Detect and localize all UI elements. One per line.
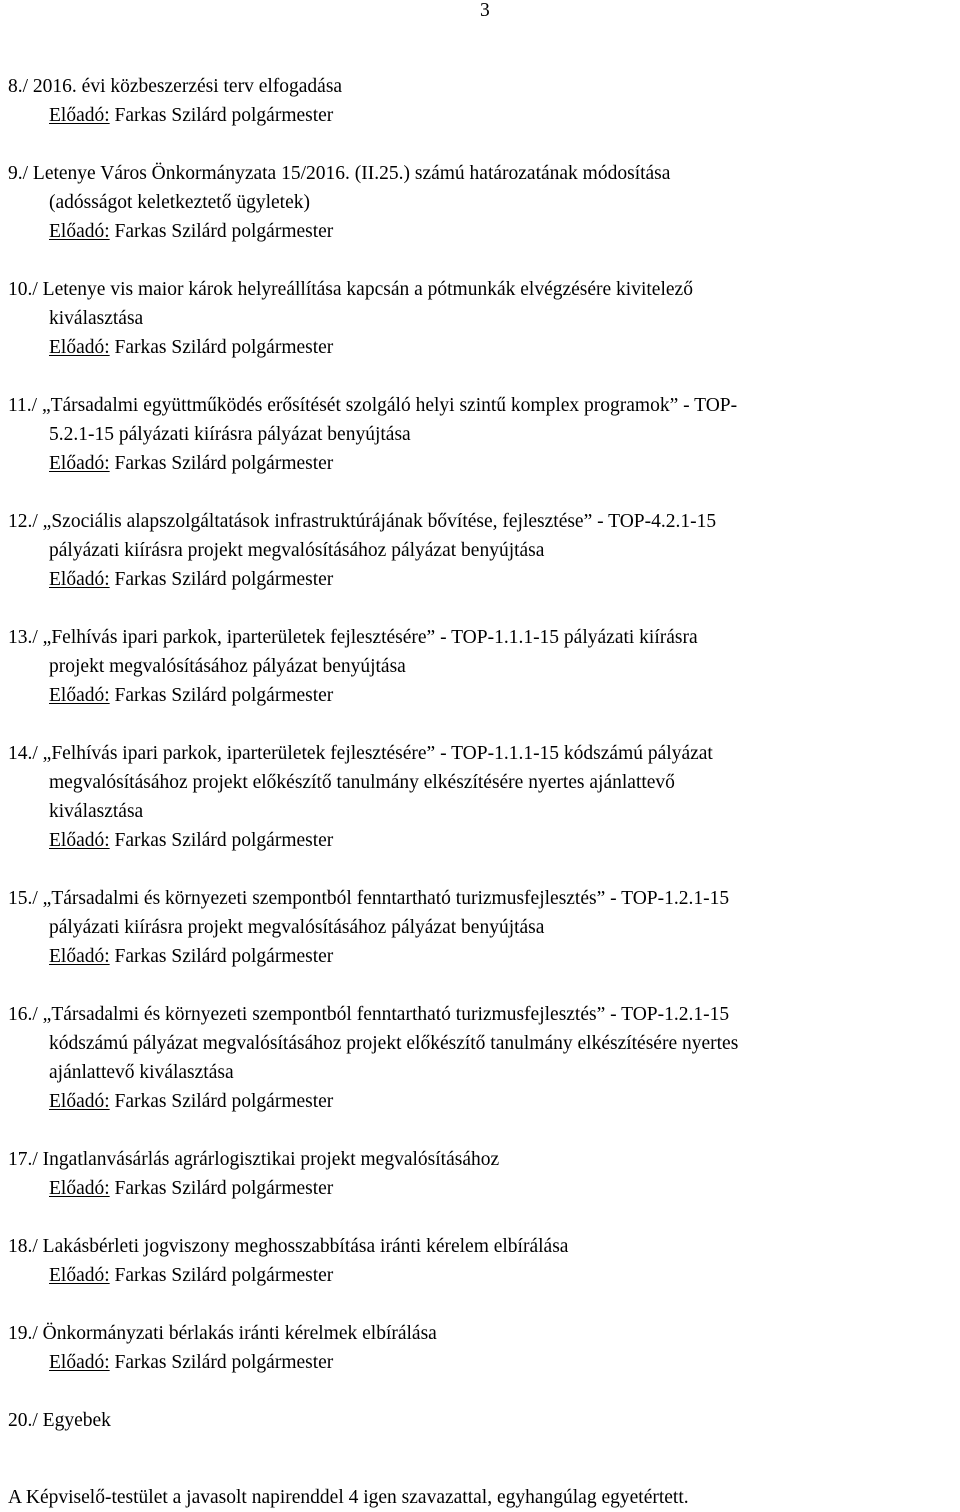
- agenda-item-title-continuation: projekt megvalósításához pályázat benyújtása: [49, 656, 406, 677]
- agenda-item-title-continuation: kódszámú pályázat megvalósításához projekt előkészítő tanulmány elkészítésére nyertes: [49, 1033, 739, 1054]
- presenter-line: [8, 1087, 953, 1116]
- presenter-label: Előadó:: [49, 337, 110, 358]
- presenter-label: Előadó:: [49, 685, 110, 706]
- agenda-item-20: [8, 1406, 953, 1435]
- agenda-item-title: „Felhívás ipari parkok, iparterületek fejlesztésére” - TOP-1.1.1-15 kódszámú pályázat: [42, 743, 713, 764]
- agenda-item-17: [8, 1145, 953, 1203]
- presenter-label: Előadó:: [49, 453, 110, 474]
- agenda-item-title: Letenye vis maior károk helyreállítása kapcsán a pótmunkák elvégzésére kivitelező: [42, 279, 693, 300]
- agenda-item-13: [8, 623, 953, 710]
- agenda-item-number: 14./: [8, 743, 38, 764]
- presenter-name: Farkas Szilárd polgármester: [114, 221, 334, 242]
- agenda-item-title: Letenye Város Önkormányzata 15/2016. (II.25.) számú határozatának módosítása: [32, 163, 671, 184]
- agenda-item-title-line: [8, 623, 953, 652]
- agenda-item-18: [8, 1232, 953, 1290]
- agenda-item-title: „Társadalmi és környezeti szempontból fenntartható turizmusfejlesztés” - TOP-1.2.1-15: [42, 1004, 730, 1025]
- agenda-item-title-continuation: (adósságot keletkeztető ügyletek): [49, 192, 310, 213]
- agenda-item-title: 2016. évi közbeszerzési terv elfogadása: [32, 76, 343, 97]
- presenter-name: Farkas Szilárd polgármester: [114, 337, 334, 358]
- presenter-line: [8, 217, 953, 246]
- resolution-statement: A Képviselő-testület a javasolt napirenddel 4 igen szavazattal, egyhangúlag egyetértett.: [8, 1487, 689, 1508]
- presenter-line: [8, 681, 953, 710]
- presenter-label: Előadó:: [49, 221, 110, 242]
- agenda-item-title-line: [8, 884, 953, 913]
- agenda-item-title-continuation: pályázati kiírásra projekt megvalósításához pályázat benyújtása: [49, 540, 545, 561]
- presenter-name: Farkas Szilárd polgármester: [114, 1091, 334, 1112]
- presenter-name: Farkas Szilárd polgármester: [114, 105, 334, 126]
- agenda-item-11: [8, 391, 953, 478]
- presenter-line: [8, 1261, 953, 1290]
- agenda-item-title-continuation: megvalósításához projekt előkészítő tanulmány elkészítésére nyertes ajánlattevő: [49, 772, 675, 793]
- agenda-item-title: „Társadalmi együttműködés erősítését szolgáló helyi szintű komplex programok” - TOP-: [41, 395, 738, 416]
- agenda-item-10: [8, 275, 953, 362]
- agenda-item-title: „Felhívás ipari parkok, iparterületek fejlesztésére” - TOP-1.1.1-15 pályázati kiírásra: [42, 627, 698, 648]
- agenda-item-number: 15./: [8, 888, 38, 909]
- agenda-item-number: 9./: [8, 163, 29, 184]
- agenda-item-title-continuation: 5.2.1-15 pályázati kiírásra pályázat benyújtása: [49, 424, 411, 445]
- presenter-label: Előadó:: [49, 1265, 110, 1286]
- agenda-item-title-continuation: pályázati kiírásra projekt megvalósításához pályázat benyújtása: [49, 917, 545, 938]
- presenter-label: Előadó:: [49, 1352, 110, 1373]
- agenda-item-number: 19./: [8, 1323, 38, 1344]
- agenda-item-title-line: [8, 275, 953, 304]
- agenda-item-title-continuation: kiválasztása: [49, 308, 144, 329]
- presenter-name: Farkas Szilárd polgármester: [114, 685, 334, 706]
- agenda-item-title-line: [8, 507, 953, 536]
- presenter-line: [8, 826, 953, 855]
- agenda-item-9: [8, 159, 953, 246]
- agenda-item-title-line: [8, 1232, 953, 1261]
- agenda-item-12: [8, 507, 953, 594]
- page-number: 3: [480, 0, 490, 21]
- agenda-item-title-line: [8, 1145, 953, 1174]
- agenda-item-title-continuation: ajánlattevő kiválasztása: [49, 1062, 234, 1083]
- agenda-item-title-line: [8, 391, 953, 420]
- agenda-item-15: [8, 884, 953, 971]
- agenda-item-number: 17./: [8, 1149, 38, 1170]
- presenter-name: Farkas Szilárd polgármester: [114, 1265, 334, 1286]
- agenda-item-title-line: [8, 1000, 953, 1029]
- presenter-name: Farkas Szilárd polgármester: [114, 946, 334, 967]
- agenda-item-16: [8, 1000, 953, 1116]
- presenter-name: Farkas Szilárd polgármester: [114, 1178, 334, 1199]
- agenda-item-number: 20./: [8, 1410, 38, 1431]
- agenda-item-19: [8, 1319, 953, 1377]
- agenda-item-number: 11./: [8, 395, 38, 416]
- agenda-item-title: Egyebek: [42, 1410, 111, 1431]
- presenter-name: Farkas Szilárd polgármester: [114, 1352, 334, 1373]
- agenda-item-title: „Társadalmi és környezeti szempontból fenntartható turizmusfejlesztés” - TOP-1.2.1-15: [42, 888, 730, 909]
- presenter-line: [8, 1174, 953, 1203]
- presenter-line: [8, 1348, 953, 1377]
- presenter-name: Farkas Szilárd polgármester: [114, 569, 334, 590]
- agenda-item-title-line: [8, 1319, 953, 1348]
- presenter-label: Előadó:: [49, 946, 110, 967]
- agenda-item-number: 13./: [8, 627, 38, 648]
- agenda-item-title: Ingatlanvásárlás agrárlogisztikai projekt megvalósításához: [42, 1149, 500, 1170]
- agenda-item-title: Önkormányzati bérlakás iránti kérelmek elbírálása: [42, 1323, 437, 1344]
- agenda-list: [8, 72, 953, 1435]
- agenda-item-title-line: [8, 1406, 953, 1435]
- agenda-item-title-line: [8, 739, 953, 768]
- presenter-line: [8, 942, 953, 971]
- agenda-item-title-line: [8, 159, 953, 188]
- agenda-item-title-line: [8, 72, 953, 101]
- agenda-item-title: „Szociális alapszolgáltatások infrastruktúrájának bővítése, fejlesztése” - TOP-4.2.1-15: [42, 511, 717, 532]
- agenda-item-14: [8, 739, 953, 855]
- presenter-name: Farkas Szilárd polgármester: [114, 453, 334, 474]
- presenter-line: [8, 101, 953, 130]
- agenda-item-number: 18./: [8, 1236, 38, 1257]
- presenter-label: Előadó:: [49, 1091, 110, 1112]
- presenter-name: Farkas Szilárd polgármester: [114, 830, 334, 851]
- agenda-item-title-continuation: kiválasztása: [49, 801, 144, 822]
- agenda-item-number: 10./: [8, 279, 38, 300]
- agenda-item-number: 16./: [8, 1004, 38, 1025]
- agenda-item-8: [8, 72, 953, 130]
- agenda-item-number: 12./: [8, 511, 38, 532]
- presenter-line: [8, 333, 953, 362]
- presenter-label: Előadó:: [49, 105, 110, 126]
- presenter-line: [8, 565, 953, 594]
- presenter-line: [8, 449, 953, 478]
- presenter-label: Előadó:: [49, 1178, 110, 1199]
- presenter-label: Előadó:: [49, 569, 110, 590]
- agenda-item-number: 8./: [8, 76, 29, 97]
- presenter-label: Előadó:: [49, 830, 110, 851]
- agenda-item-title: Lakásbérleti jogviszony meghosszabbítása iránti kérelem elbírálása: [42, 1236, 569, 1257]
